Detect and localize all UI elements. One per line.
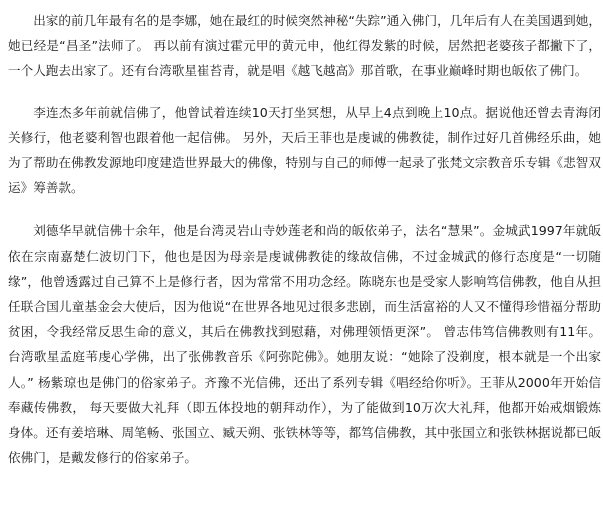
- article-paragraph-1: 出家的前几年最有名的是李娜，她在最红的时候突然神秘“失踪”通入佛门，几年后有人在美国遇到她，她已经是“昌圣”法师了。 再以前有演过霍元甲的黄元申，他红得发紫的时候，居然把老婆孩子都撇下了，一个人跑去出家了。还有台湾歌星崔苔青，就是唱《越飞越高》那首歌，在事业巅峰时期也皈依了佛门。: [8, 13, 601, 79]
- article-paragraph-2: 李连杰多年前就信佛了，他曾试着连续10天打坐冥想，从早上4点到晚上10点。据说他还曾去青海闭关修行，他老婆利智也跟着他一起信佛。 另外，天后王菲也是虔诚的佛教徒，制作过好几首佛经乐曲，她为了帮助在佛教发源地印度建造世界最大的佛像，特别与自己的师傅一起录了张梵文宗教音乐专辑《悲智双运》筹善款。: [8, 104, 601, 196]
- article-paragraph-3: 刘德华早就信佛十余年，他是台湾灵岩山寺妙莲老和尚的皈依弟子，法名“慧果”。金城武1997年就皈依在宗南嘉楚仁波切门下，他也是因为母亲是虔诚佛教徒的缘故信佛，不过金城武的修行态度是“一切随缘”，他曾透露过自己算不上是修行者，因为常常不用功念经。陈晓东也是受家人影响笃信佛教，他自从担任联合国儿童基金会大使后，因为他说“在世界各地见过很多悲剧，而生活富裕的人又不懂得珍惜福分帮助贫困，令我经常反思生命的意义，其后在佛教找到慰藉，对佛理领悟更深”。 曾志伟笃信佛教则有11年。台湾歌星孟庭苇虔心学佛，出了张佛教音乐《阿弥陀佛》。她朋友说：“她除了没剃度，根本就是一个出家人。” 杨紫琼也是佛门的俗家弟子。齐豫不光信佛，还出了系列专辑《唱经给你听》。王菲从2000年开始信奉藏传佛教， 每天要做大礼拜（即五体投地的朝拜动作），为了能做到10万次大礼拜，他都开始戒烟锻炼身体。还有姜培琳、周笔畅、张国立、臧天朔、张铁林等等，都笃信佛教，其中张国立和张铁林据说都已皈依佛门，是戴发修行的俗家弟子。: [8, 223, 601, 466]
